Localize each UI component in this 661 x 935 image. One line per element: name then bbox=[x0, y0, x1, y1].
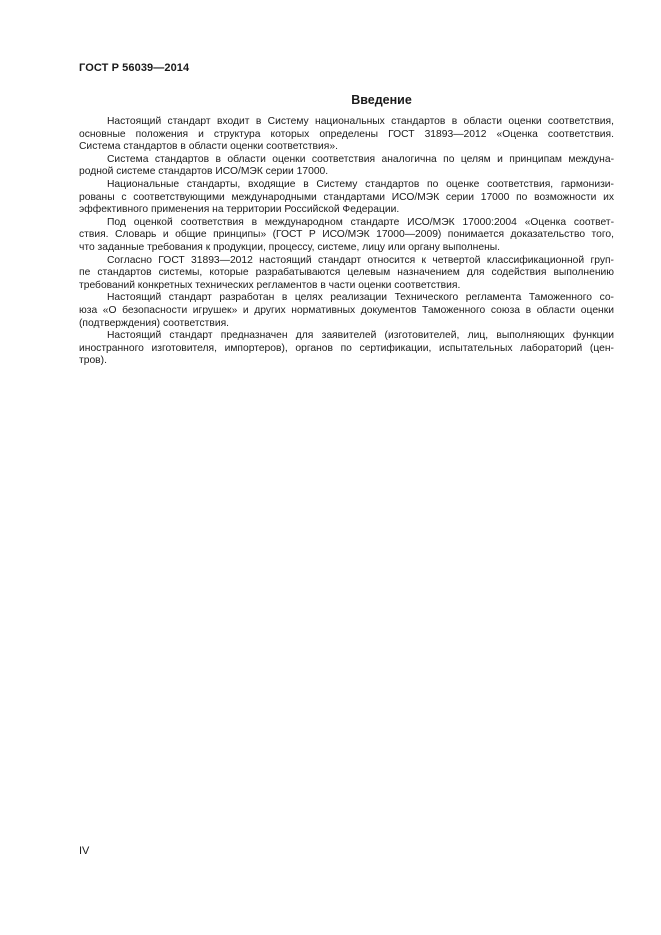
text-line: юза «О безопасности игрушек» и других нормативных документов Таможенного союза в области оценки bbox=[79, 304, 614, 316]
text-line: Система стандартов в области оценки соответствия». bbox=[79, 141, 338, 153]
text-line: тров). bbox=[79, 355, 107, 367]
text-line: требований конкретных технических регламентов в части оценки соответствия. bbox=[79, 279, 461, 291]
text-line: родной системе стандартов ИСО/МЭК серии 17000. bbox=[79, 166, 329, 178]
text-line: ствия. Словарь и общие принципы» (ГОСТ Р ИСО/МЭК 17000—2009) понимается доказательство того, bbox=[79, 229, 614, 241]
text-line: рованы с соответствующими международными стандартами ИСО/МЭК серии 17000 по возможности их bbox=[79, 191, 614, 203]
text-line: Национальные стандарты, входящие в Систему стандартов по оценке соответствия, гармонизи- bbox=[107, 178, 614, 190]
text-line: иностранного изготовителя, импортеров), органов по сертификации, испытательных лабораторий (цен- bbox=[79, 342, 614, 354]
text-line: пе стандартов системы, которые разрабатываются целевым назначением для содействия выполнению bbox=[79, 267, 614, 279]
text-line: основные положения и структура которых определены ГОСТ 31893—2012 «Оценка соответствия. bbox=[79, 128, 614, 140]
introduction-body bbox=[79, 116, 614, 368]
text-line: Настоящий стандарт разработан в целях реализации Технического регламента Таможенного со- bbox=[107, 292, 614, 304]
text-line: Настоящий стандарт предназначен для заявителей (изготовителей, лиц, выполняющих функции bbox=[107, 330, 614, 342]
text-line: (подтверждения) соответствия. bbox=[79, 317, 230, 329]
text-line: Согласно ГОСТ 31893—2012 настоящий стандарт относится к четвертой классификационной груп- bbox=[107, 254, 614, 266]
document-code-header: ГОСТ Р 56039—2014 bbox=[79, 62, 190, 74]
text-line: Система стандартов в области оценки соответствия аналогична по целям и принципам междуна- bbox=[107, 153, 614, 165]
text-line: эффективного применения на территории Российской Федерации. bbox=[79, 204, 400, 216]
text-line: Настоящий стандарт входит в Систему национальных стандартов в области оценки соответствия, bbox=[107, 116, 614, 127]
text-line: Под оценкой соответствия в международном стандарте ИСО/МЭК 17000:2004 «Оценка соответ- bbox=[107, 216, 614, 228]
section-title bbox=[79, 93, 614, 107]
text-line: что заданные требования к продукции, процессу, системе, лицу или органу выполнены. bbox=[79, 241, 501, 253]
page-number: IV bbox=[79, 845, 90, 857]
section-title-text: Введение bbox=[351, 93, 412, 107]
